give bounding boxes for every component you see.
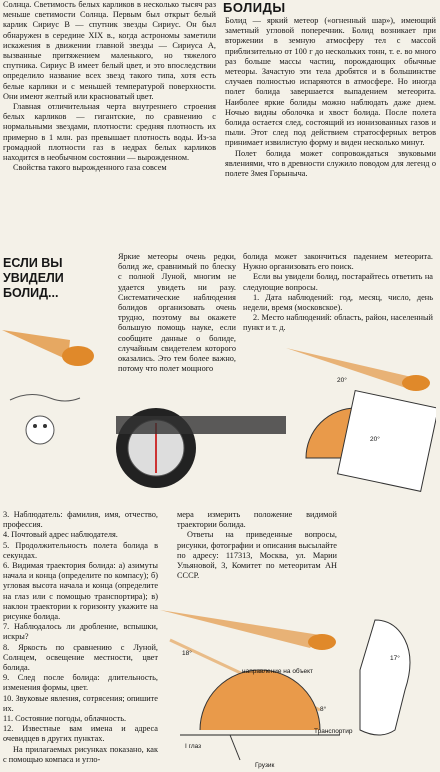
paragraph: мера измерить положение видимой траектории болида. (177, 510, 337, 530)
paragraph: Если вы увидели болид, постарайтесь ответить на следующие вопросы. (243, 272, 433, 292)
list-item: 8. Яркость по сравнению с Луной, Солнцем, освещение местности, цвет болида. (3, 642, 158, 673)
list-item: 11. Состояние погоды, облачность. (3, 714, 127, 724)
bottom-right-column (177, 510, 337, 581)
paragraph: 1. Дата наблюдений: год, месяц, число, день недели, время (московское). (243, 292, 433, 313)
list-item: 4. Почтовый адрес наблюдателя. (3, 530, 118, 540)
direction-label: направление на объект (242, 668, 314, 675)
section-title: БОЛИДЫ (223, 0, 286, 15)
paragraph: Болид — яркий метеор («огненный шар»), имеющий заметный угловой поперечник. Болид возникает при вторжении в земную атмосферу тел с массой приблизительно от 100 г до нескольких тонн, т. е. во много раз больше массы частиц, порождающих обычные метеоры. Зачастую эти тела дробятся и в большинстве случаев полностью испаряются в атмосфере. Но иногда полет болида завершается выпадением метеорита. Наиболее яркие болиды можно наблюдать даже днем. Ночью видны оболочка и хвост болида. После полета болида остается след, состоящий из ионизованных газов и пыли. Этот след под действием стратосферных ветров принимает извилистую форму и виден несколько минут. (225, 16, 436, 148)
paragraph: Главная отличительная черта внутреннего строения белых карликов — гигантские, по сравнению с нормальными звездами, плотности: средняя плотность их примерно в 1 млн. раз превышает плотность воды. Из-за громадной плотности газ в недрах белых карликов находится в необычном состоянии — вырожденном. (3, 102, 216, 163)
left-top-column (3, 0, 216, 173)
paragraph: Полет болида может сопровождаться звуковыми явлениями, что в древности служило поводом для легенд о полете Змея Горыныча. (225, 148, 436, 179)
meteor-illustration (0, 300, 120, 450)
angle-label: 17° (390, 655, 400, 662)
measurement-illustration (160, 600, 440, 772)
middle-column-2 (243, 252, 433, 334)
transporter-label: Транспортир (314, 728, 353, 735)
angle-label: 8° (320, 706, 327, 713)
angle-label: 20° (337, 377, 347, 384)
paragraph: Солнца. Светимость белых карликов в несколько тысяч раз меньше светимости Солнца. Первым был открыт белый карлик Сириус В — спутник звезды Сириус. Он был обнаружен в середине XIX в., когда астрономы заметили искажения в движении главной звезды — Сириуса А, вызванные притяжением маленького, но тяжелого спутника. Сириус В имеет белый цвет, и это впоследствии определило название всех звезд такого типа, хотя есть белые карлики и с меньшей температурой поверхности. Они имеют желтый или красноватый цвет. (3, 0, 216, 101)
protractor-illustration (116, 338, 436, 508)
paragraph: Яркие метеоры очень редки, болид же, сравнимый по блеску с полной Луной, многим не удается увидеть ни разу. Систематические наблюдения болидов организовать очень трудно, поэтому вы окажете большую помощь науке, если сообщите данные о болиде, случайным свидетелем которого оказались. Это тем более важно, потому что полет мощного (118, 252, 236, 374)
sidebar-title-line: УВИДЕЛИ (3, 271, 64, 285)
list-item: 10. Звуковые явления, сотрясения; опишите их. (3, 693, 158, 713)
list-item: 6. Видимая траектория болида: а) азимуты начала и конца (определите по компасу); б) угловая высота начала и конца (определите на глаз или с помощью транспортира); в) наклон траектории к горизонту укажите на рисунке болида. (3, 561, 158, 622)
list-item: 12. Известные вам имена и адреса очевидцев в других пунктах. (3, 724, 158, 744)
paragraph: Свойства такого вырожденного газа совсем (13, 163, 167, 173)
angle-label: 18° (182, 650, 192, 657)
eye-label: I глаз (185, 743, 202, 750)
sidebar-title-line: ЕСЛИ ВЫ (3, 256, 63, 270)
paragraph: Ответы на приведенные вопросы, рисунки, фотографии и описания высылайте по адресу: 117313, Москва, ул. Марии Ульяновой, 3, Комитет по метеоритам АН СССР. (177, 530, 337, 581)
list-item: 9. След после болида: длительность, изменения формы, цвет. (3, 673, 158, 693)
paragraph: болида может закончиться падением метеорита. Нужно организовать его поиск. (243, 252, 433, 272)
list-item: 7. Наблюдалось ли дробление, вспышки, искры? (3, 622, 158, 642)
list-item: 3. Наблюдатель: фамилия, имя, отчество, профессия. (3, 510, 158, 530)
paragraph: 2. Место наблюдений: область, район, населенный пункт и т. д. (243, 313, 433, 333)
paragraph: На прилагаемых рисунках показано, как с помощью компаса и угло- (3, 744, 158, 764)
angle-label: 20° (370, 436, 380, 443)
right-top-column (225, 16, 436, 179)
plumb-label: Грузик (255, 762, 275, 769)
bottom-left-column (3, 510, 158, 765)
sidebar-title (3, 256, 64, 301)
list-item: 5. Продолжительность полета болида в секундах. (3, 540, 158, 560)
sidebar-title-line: БОЛИД... (3, 286, 59, 300)
